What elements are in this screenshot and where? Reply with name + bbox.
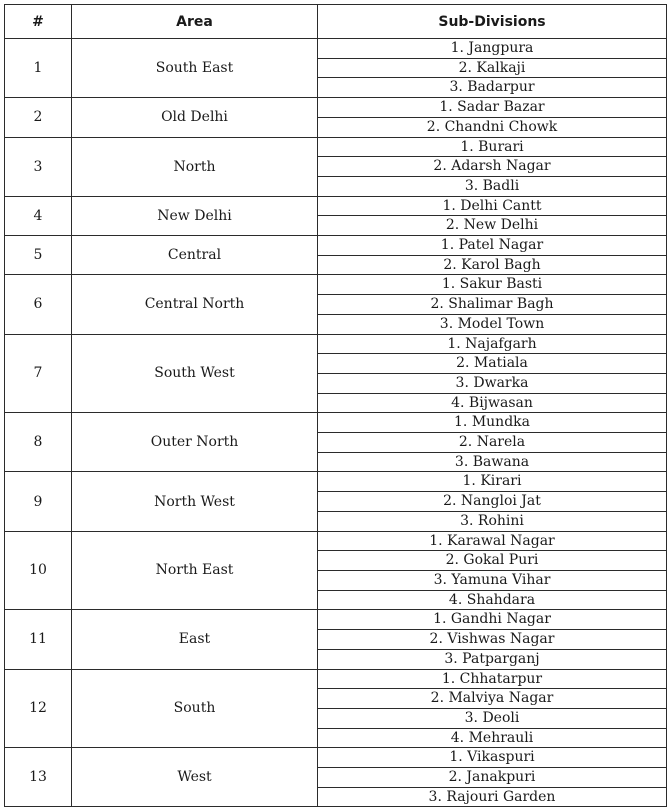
table-row: [5, 196, 667, 216]
row-number: 6: [5, 275, 72, 334]
row-number: 8: [5, 413, 72, 472]
subdivision-name: 4. Mehrauli: [318, 728, 667, 748]
table-row: [5, 137, 667, 157]
subdivision-name: 1. Patel Nagar: [318, 236, 667, 256]
subdivision-name: 2. Karol Bagh: [318, 255, 667, 275]
subdivision-name: 1. Najafgarh: [318, 334, 667, 354]
subdivision-name: 1. Mundka: [318, 413, 667, 433]
row-number: 5: [5, 236, 72, 275]
subdivision-name: 3. Patparganj: [318, 649, 667, 669]
row-number: 1: [5, 39, 72, 98]
area-name: Central North: [72, 275, 318, 334]
area-name: North: [72, 137, 318, 196]
subdivision-name: 1. Kirari: [318, 472, 667, 492]
subdivision-name: 1. Jangpura: [318, 39, 667, 59]
subdivision-name: 2. Malviya Nagar: [318, 689, 667, 709]
area-column-header: Area: [72, 5, 318, 39]
area-name: Outer North: [72, 413, 318, 472]
table-row: [5, 531, 667, 551]
area-name: North East: [72, 531, 318, 610]
subdivision-name: 2. Janakpuri: [318, 768, 667, 788]
row-number: 2: [5, 98, 72, 137]
delhi-areas-table: [4, 4, 667, 807]
row-number: 10: [5, 531, 72, 610]
area-name: South: [72, 669, 318, 748]
row-number: 7: [5, 334, 72, 413]
table-row: [5, 39, 667, 59]
area-name: Old Delhi: [72, 98, 318, 137]
subdivision-name: 1. Sakur Basti: [318, 275, 667, 295]
subdivisions-column-header: Sub-Divisions: [318, 5, 667, 39]
table-row: [5, 472, 667, 492]
subdivision-name: 1. Sadar Bazar: [318, 98, 667, 118]
table-row: [5, 669, 667, 689]
subdivision-name: 1. Burari: [318, 137, 667, 157]
header-row: [5, 5, 667, 39]
subdivision-name: 2. New Delhi: [318, 216, 667, 236]
area-name: North West: [72, 472, 318, 531]
area-name: South West: [72, 334, 318, 413]
subdivision-name: 2. Adarsh Nagar: [318, 157, 667, 177]
subdivision-name: 3. Rohini: [318, 511, 667, 531]
row-number: 4: [5, 196, 72, 235]
subdivision-name: 3. Badli: [318, 176, 667, 196]
subdivision-name: 2. Shalimar Bagh: [318, 295, 667, 315]
subdivision-name: 2. Nangloi Jat: [318, 492, 667, 512]
area-name: West: [72, 748, 318, 807]
table-row: [5, 236, 667, 256]
subdivision-name: 1. Vikaspuri: [318, 748, 667, 768]
row-number: 11: [5, 610, 72, 669]
table-row: [5, 275, 667, 295]
subdivision-name: 3. Badarpur: [318, 78, 667, 98]
table-row: [5, 748, 667, 768]
subdivision-name: 2. Vishwas Nagar: [318, 630, 667, 650]
subdivision-name: 3. Rajouri Garden: [318, 787, 667, 807]
table-row: [5, 334, 667, 354]
area-name: South East: [72, 39, 318, 98]
subdivision-name: 2. Narela: [318, 433, 667, 453]
subdivision-name: 4. Shahdara: [318, 590, 667, 610]
area-name: New Delhi: [72, 196, 318, 235]
subdivision-name: 2. Matiala: [318, 354, 667, 374]
subdivision-name: 3. Deoli: [318, 708, 667, 728]
row-number: 3: [5, 137, 72, 196]
subdivision-name: 1. Chhatarpur: [318, 669, 667, 689]
row-number: 9: [5, 472, 72, 531]
subdivision-name: 1. Gandhi Nagar: [318, 610, 667, 630]
row-number: 12: [5, 669, 72, 748]
subdivision-name: 2. Gokal Puri: [318, 551, 667, 571]
number-column-header: #: [5, 5, 72, 39]
subdivision-name: 2. Chandni Chowk: [318, 117, 667, 137]
table-row: [5, 98, 667, 118]
subdivision-name: 1. Delhi Cantt: [318, 196, 667, 216]
table-body: [5, 39, 667, 807]
table-row: [5, 610, 667, 630]
subdivision-name: 3. Bawana: [318, 452, 667, 472]
row-number: 13: [5, 748, 72, 807]
subdivision-name: 1. Karawal Nagar: [318, 531, 667, 551]
area-name: Central: [72, 236, 318, 275]
subdivision-name: 2. Kalkaji: [318, 58, 667, 78]
table-row: [5, 413, 667, 433]
subdivision-name: 3. Dwarka: [318, 373, 667, 393]
subdivision-name: 3. Model Town: [318, 314, 667, 334]
area-name: East: [72, 610, 318, 669]
subdivision-name: 3. Yamuna Vihar: [318, 570, 667, 590]
subdivision-name: 4. Bijwasan: [318, 393, 667, 413]
